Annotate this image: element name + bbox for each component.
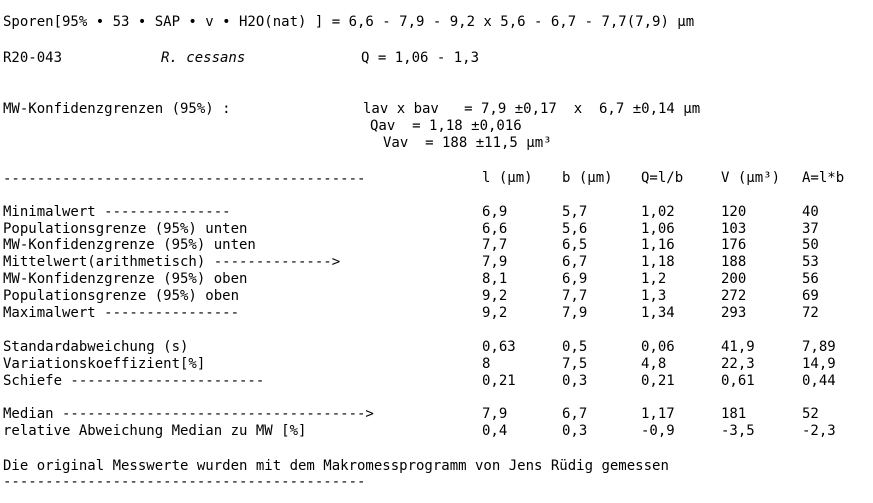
cell-b: 0,5 <box>562 339 588 355</box>
cell-b: 7,5 <box>562 356 588 372</box>
cell-v: 200 <box>721 271 747 287</box>
cell-l: 6,9 <box>482 204 508 220</box>
cell-v: -3,5 <box>721 423 755 439</box>
cell-a: 72 <box>802 305 819 321</box>
cell-v: 188 <box>721 254 747 270</box>
cell-v: 293 <box>721 305 747 321</box>
cell-a: 53 <box>802 254 819 270</box>
row-label: Populationsgrenze (95%) unten <box>3 221 248 237</box>
cell-l: 0,21 <box>482 373 516 389</box>
cell-l: 7,7 <box>482 237 508 253</box>
cell-l: 8,1 <box>482 271 508 287</box>
cell-v: 176 <box>721 237 747 253</box>
cell-q: 0,06 <box>641 339 675 355</box>
cell-l: 9,2 <box>482 305 508 321</box>
cell-a: 52 <box>802 406 819 422</box>
q-range: Q = 1,06 - 1,3 <box>361 50 480 66</box>
row-label: Populationsgrenze (95%) oben <box>3 288 240 304</box>
cell-a: -2,3 <box>802 423 836 439</box>
cell-b: 6,7 <box>562 406 588 422</box>
cell-a: 0,44 <box>802 373 836 389</box>
header-width: b (µm) <box>562 170 613 186</box>
cell-q: 4,8 <box>641 356 667 372</box>
cell-v: 103 <box>721 221 747 237</box>
cell-v: 181 <box>721 406 747 422</box>
confidence-label: MW-Konfidenzgrenzen (95%) : <box>3 101 231 117</box>
species-name: R. cessans <box>161 50 246 66</box>
cell-q: 1,18 <box>641 254 675 270</box>
header-volume: V (µm³) <box>721 170 781 186</box>
cell-a: 40 <box>802 204 819 220</box>
cell-b: 6,5 <box>562 237 588 253</box>
cell-b: 7,9 <box>562 305 588 321</box>
header-quotient: Q=l/b <box>641 170 684 186</box>
cell-v: 272 <box>721 288 747 304</box>
cell-v: 0,61 <box>721 373 755 389</box>
cell-a: 14,9 <box>802 356 836 372</box>
cell-a: 37 <box>802 221 819 237</box>
cell-q: -0,9 <box>641 423 675 439</box>
spore-summary-title: Sporen[95% • 53 • SAP • v • H2O(nat) ] = 6,6 - 7,9 - 9,2 x 5,6 - 6,7 - 7,7(7,9) µm <box>3 14 695 30</box>
cell-b: 0,3 <box>562 423 588 439</box>
cell-q: 1,17 <box>641 406 675 422</box>
cell-l: 6,6 <box>482 221 508 237</box>
cell-a: 56 <box>802 271 819 287</box>
cell-l: 8 <box>482 356 491 372</box>
cell-q: 1,06 <box>641 221 675 237</box>
cell-a: 50 <box>802 237 819 253</box>
header-area: A=l*b <box>802 170 845 186</box>
cell-v: 41,9 <box>721 339 755 355</box>
cell-a: 7,89 <box>802 339 836 355</box>
cell-l: 7,9 <box>482 406 508 422</box>
row-label: Variationskoeffizient[%] <box>3 356 206 372</box>
row-label: Schiefe ----------------------- <box>3 373 265 389</box>
footer-separator: ------------------------------------------- <box>3 474 366 490</box>
row-label: Maximalwert ---------------- <box>3 305 240 321</box>
row-label: MW-Konfidenzgrenze (95%) oben <box>3 271 248 287</box>
row-label: MW-Konfidenzgrenze (95%) unten <box>3 237 256 253</box>
cell-a: 69 <box>802 288 819 304</box>
cell-b: 6,9 <box>562 271 588 287</box>
cell-b: 5,6 <box>562 221 588 237</box>
cell-q: 1,3 <box>641 288 667 304</box>
row-label: Minimalwert --------------- <box>3 204 231 220</box>
table-separator: ------------------------------------------- <box>3 171 366 187</box>
cell-b: 7,7 <box>562 288 588 304</box>
cell-q: 1,34 <box>641 305 675 321</box>
cell-b: 5,7 <box>562 204 588 220</box>
cell-l: 9,2 <box>482 288 508 304</box>
cell-l: 0,63 <box>482 339 516 355</box>
cell-l: 7,9 <box>482 254 508 270</box>
collection-id: R20-043 <box>3 50 63 66</box>
cell-b: 6,7 <box>562 254 588 270</box>
cell-q: 0,21 <box>641 373 675 389</box>
cell-v: 22,3 <box>721 356 755 372</box>
cell-q: 1,2 <box>641 271 667 287</box>
cell-v: 120 <box>721 204 747 220</box>
confidence-lav-bav: lav x bav = 7,9 ±0,17 x 6,7 ±0,14 µm <box>363 101 701 117</box>
footer-note: Die original Messwerte wurden mit dem Makromessprogramm von Jens Rüdig gemessen <box>3 458 669 474</box>
row-label: Standardabweichung (s) <box>3 339 189 355</box>
row-label: Median ------------------------------------> <box>3 406 374 422</box>
cell-q: 1,02 <box>641 204 675 220</box>
row-label: relative Abweichung Median zu MW [%] <box>3 423 307 439</box>
confidence-qav: Qav = 1,18 ±0,016 <box>370 118 522 134</box>
confidence-vav: Vav = 188 ±11,5 µm³ <box>383 135 552 151</box>
header-length: l (µm) <box>482 170 533 186</box>
row-label: Mittelwert(arithmetisch) --------------> <box>3 254 341 270</box>
cell-l: 0,4 <box>482 423 508 439</box>
cell-q: 1,16 <box>641 237 675 253</box>
cell-b: 0,3 <box>562 373 588 389</box>
